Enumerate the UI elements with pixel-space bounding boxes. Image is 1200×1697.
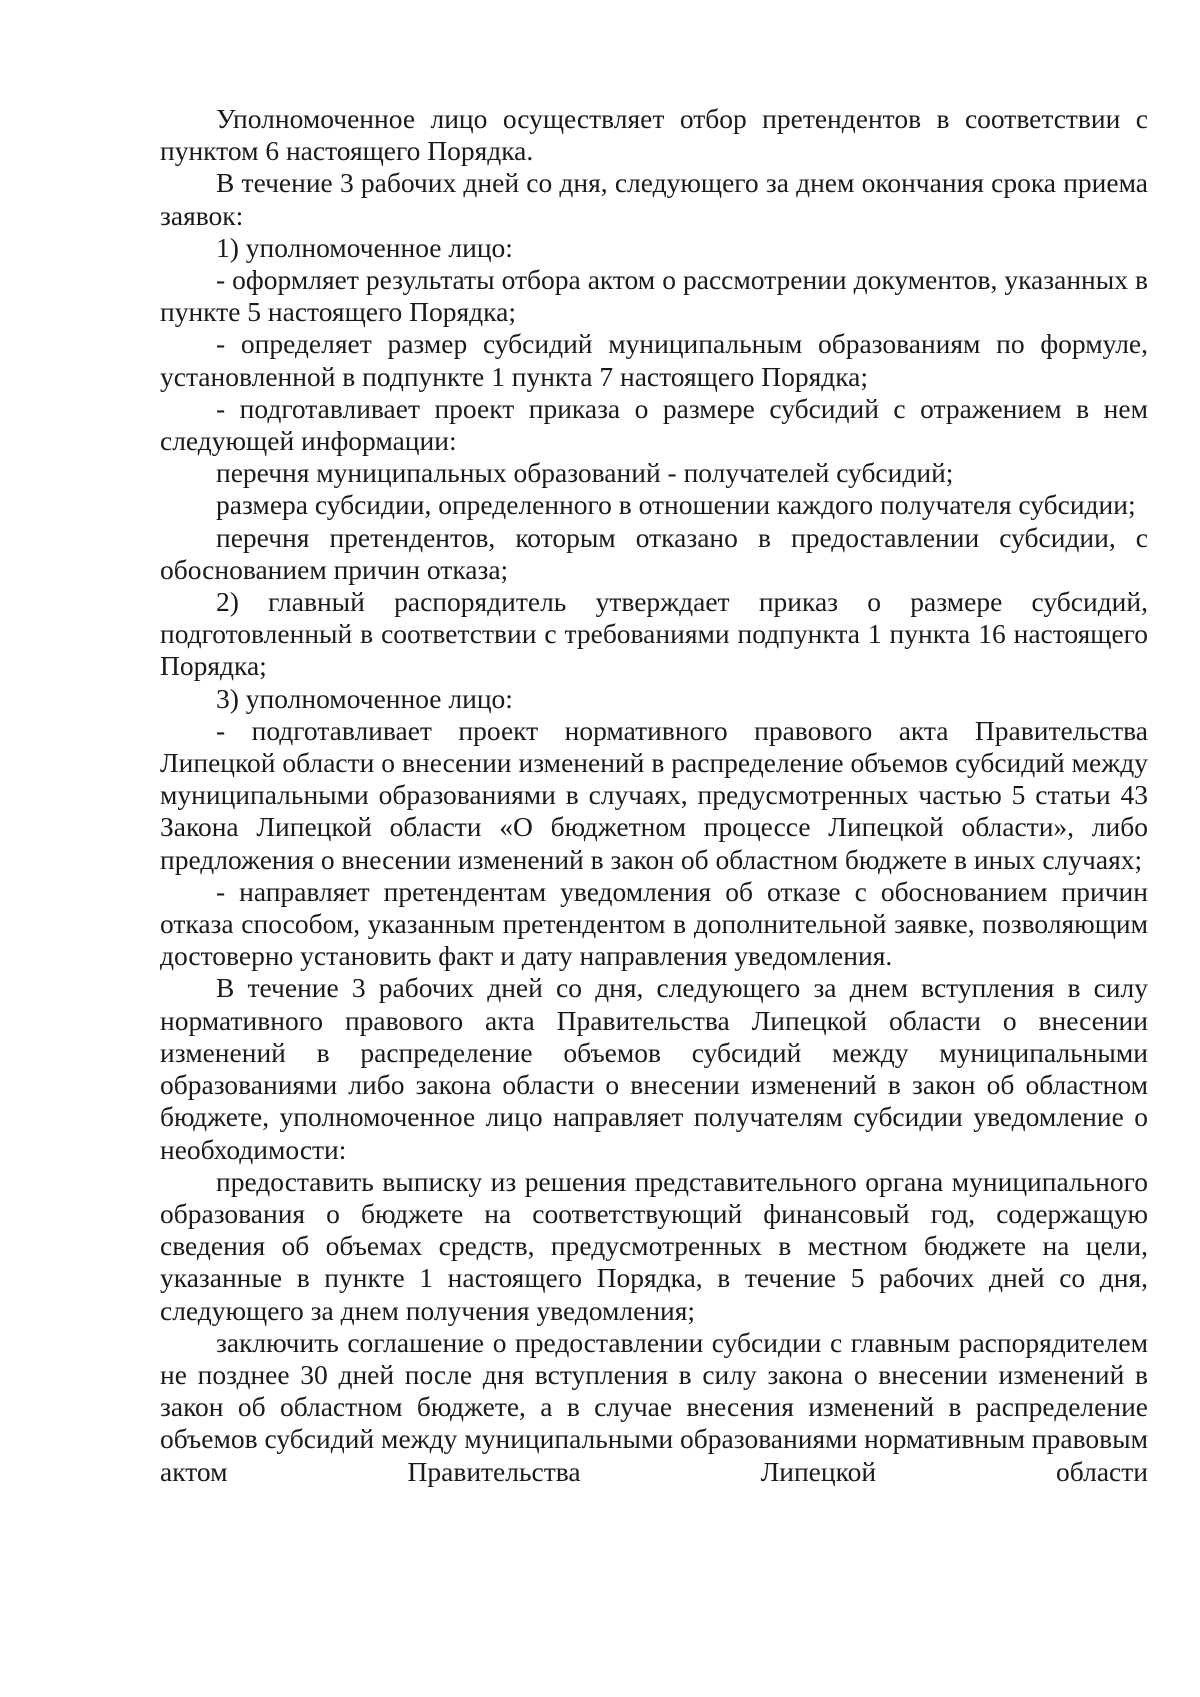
paragraph-act-of-review: - оформляет результаты отбора актом о рассмотрении документов, указанных в пункте 5 настоящего Порядка;: [160, 264, 1148, 328]
paragraph-conclude-agreement: заключить соглашение о предоставлении субсидии с главным распорядителем не позднее 30 дней после дня вступления в силу закона о внесении изменений в закон об областном бюджете, а в случае внесения изменений в распределение объемов субсидий между муниципальными образованиями нормативным правовым актом Правительства Липецкой области: [160, 1326, 1148, 1487]
paragraph-budget-extract: предоставить выписку из решения представительного органа муниципального образования о бюджете на соответствующий финансовый год, содержащую сведения об объемах средств, предусмотренных в местном бюджете на цели, указанные в пункте 1 настоящего Порядка, в течение 5 рабочих дней со дня, следующего за днем получения уведомления;: [160, 1165, 1148, 1326]
paragraph-item-2-main-manager: 2) главный распорядитель утверждает приказ о размере субсидий, подготовленный в соответствии с требованиями подпункта 1 пункта 16 настоящего Порядка;: [160, 586, 1148, 682]
paragraph-refused-applicants: перечня претендентов, которым отказано в предоставлении субсидии, с обоснованием причин отказа;: [160, 521, 1148, 585]
paragraph-item-1-authorized-person: 1) уполномоченное лицо:: [216, 231, 513, 263]
paragraph-list-of-recipients: перечня муниципальных образований - получателей субсидий;: [216, 457, 954, 489]
paragraph-draft-regulation: - подготавливает проект нормативного правового акта Правительства Липецкой области о внесении изменений в распределение объемов субсидий между муниципальными образованиями в случаях, предусмотренных частью 5 статьи 43 Закона Липецкой области «О бюджетном процессе Липецкой области», либо предложения о внесении изменений в закон об областном бюджете в иных случаях;: [160, 714, 1148, 875]
paragraph-subsidy-amount: размера субсидии, определенного в отношении каждого получателя субсидии;: [216, 489, 1136, 521]
paragraph-subsidy-formula: - определяет размер субсидий муниципальным образованиям по формуле, установленной в подпункте 1 пункта 7 настоящего Порядка;: [160, 328, 1148, 392]
paragraph-selection-reference: Уполномоченное лицо осуществляет отбор претендентов в соответствии с пунктом 6 настоящего Порядка.: [160, 103, 1148, 167]
paragraph-notice-to-recipients: В течение 3 рабочих дней со дня, следующего за днем вступления в силу нормативного правового акта Правительства Липецкой области о внесении изменений в распределение объемов субсидий между муниципальными образованиями либо закона области о внесении изменений в закон об областном бюджете, уполномоченное лицо направляет получателям субсидии уведомление о необходимости:: [160, 972, 1148, 1165]
paragraph-item-3-authorized-person: 3) уполномоченное лицо:: [216, 682, 513, 714]
paragraph-refusal-notices: - направляет претендентам уведомления об отказе с обоснованием причин отказа способом, указанным претендентом в дополнительной заявке, позволяющим достоверно установить факт и дату направления уведомления.: [160, 875, 1148, 972]
paragraph-draft-order: - подготавливает проект приказа о размере субсидий с отражением в нем следующей информации:: [160, 392, 1148, 457]
document-page: [160, 103, 1148, 1488]
paragraph-three-day-deadline: В течение 3 рабочих дней со дня, следующего за днем окончания срока приема заявок:: [160, 167, 1148, 231]
